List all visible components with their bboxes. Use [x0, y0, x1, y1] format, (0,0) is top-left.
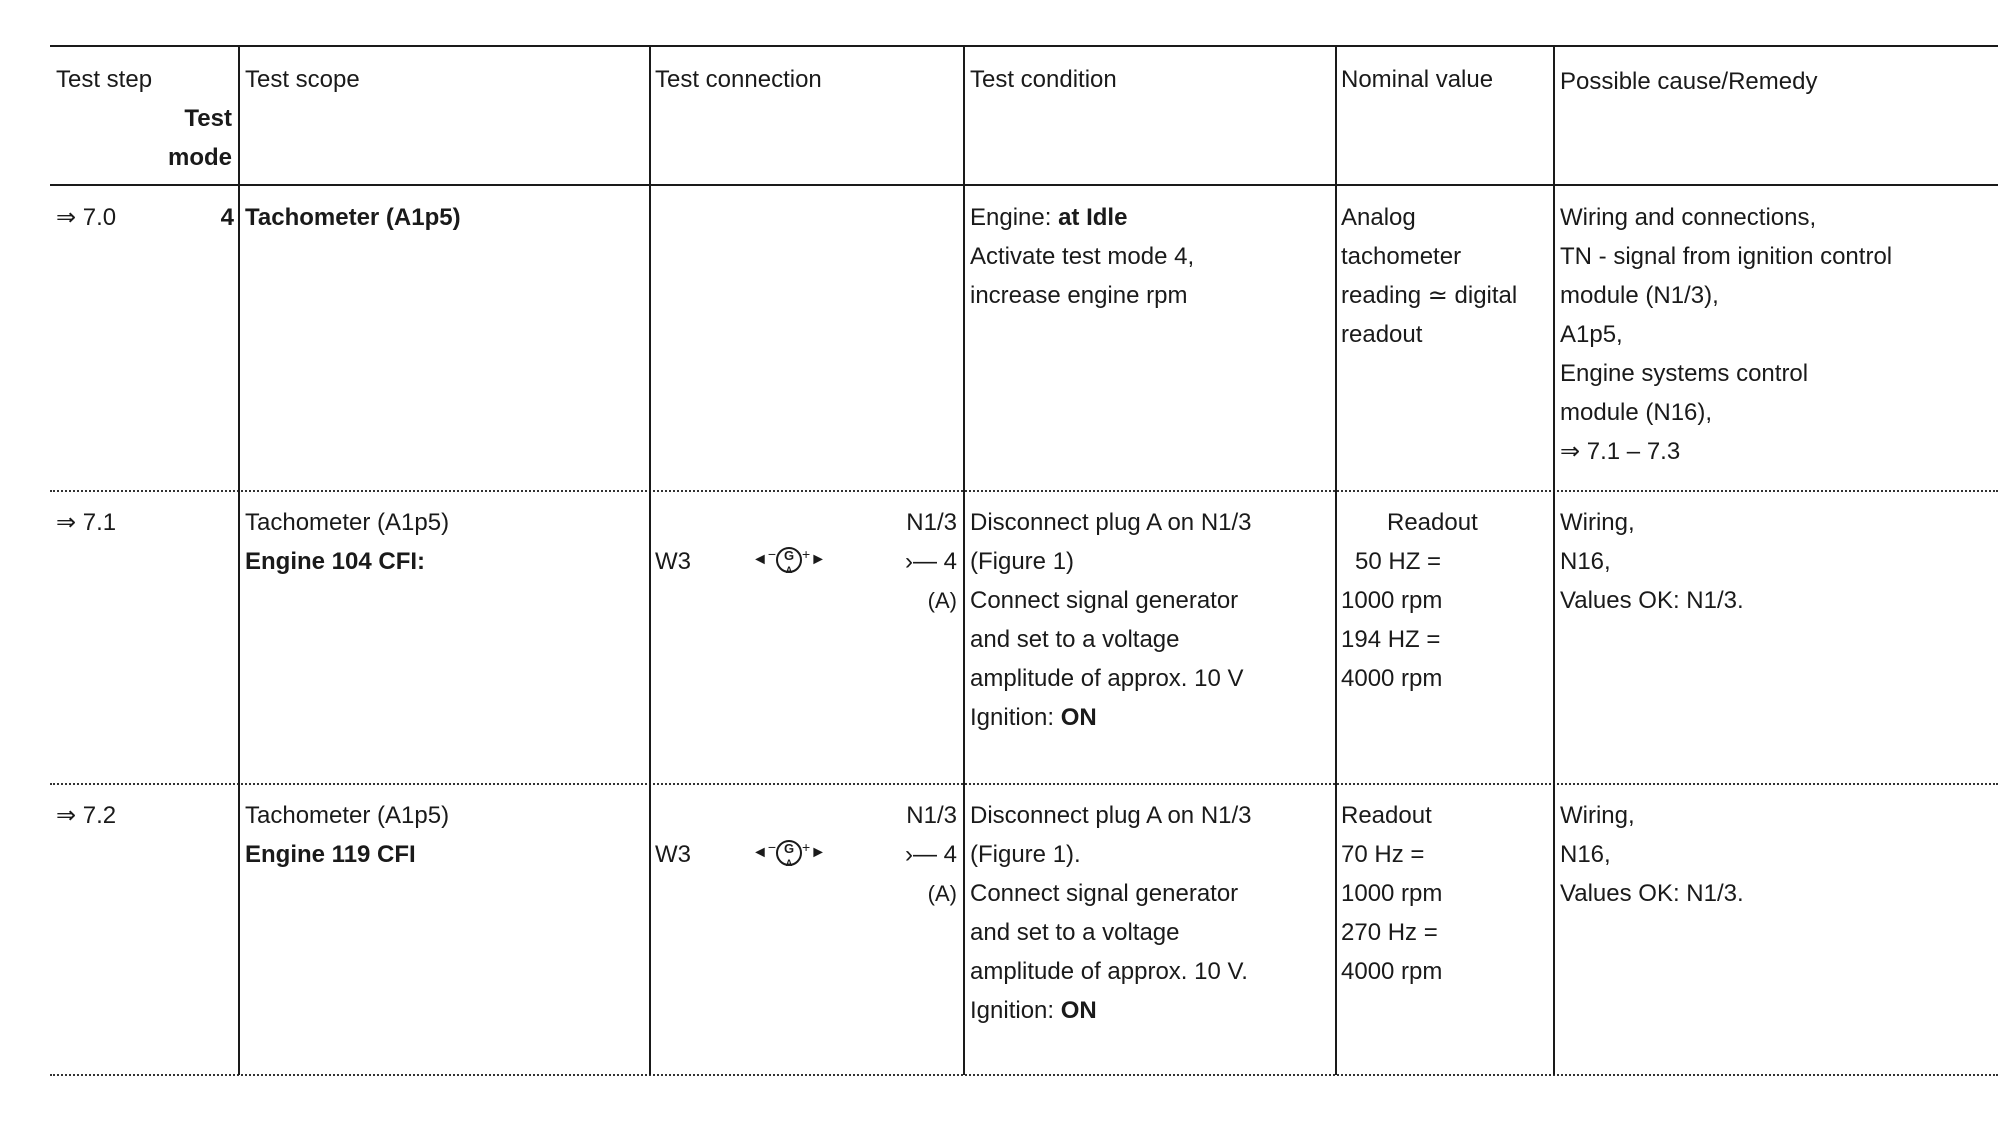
nominal-line-2: tachometer: [1341, 243, 1462, 270]
nominal-line-3: 1000 rpm: [1341, 587, 1443, 614]
nominal-line-4: 270 Hz =: [1341, 919, 1438, 946]
header-possible-cause-label: Possible cause/Remedy: [1560, 68, 1818, 95]
header-test-condition: [970, 60, 1117, 99]
generator-label-bottom: A: [785, 565, 793, 576]
test-mode-number: 4: [220, 204, 234, 231]
row-7-2-remedy: [1560, 796, 1744, 913]
test-scope-title: Tachometer (A1p5): [245, 509, 450, 536]
condition-line-5: amplitude of approx. 10 V: [970, 665, 1244, 692]
condition-line-3: Connect signal generator: [970, 880, 1239, 907]
condition-line-2: Activate test mode 4,: [970, 243, 1195, 270]
plug-icon: ›—: [904, 841, 944, 868]
condition-line-6: [970, 991, 1252, 1030]
col-divider-3: [963, 45, 965, 1075]
nominal-line-2: 70 Hz =: [1341, 841, 1425, 868]
condition-line-2: (Figure 1).: [970, 841, 1081, 868]
header-test-step-label: Test step: [56, 66, 153, 93]
header-test-step: [56, 60, 152, 99]
nominal-line-4: 194 HZ =: [1341, 626, 1441, 653]
header-test-connection: [655, 60, 822, 99]
ignition-label: Ignition:: [970, 997, 1061, 1024]
row-7-0-nominal: [1341, 198, 1517, 354]
condition-line-2: (Figure 1): [970, 548, 1075, 575]
remedy-line-3: Values OK: N1/3.: [1560, 587, 1744, 614]
header-bottom-rule: [50, 184, 1998, 186]
minus-sign: −: [767, 546, 777, 562]
test-connection-cable: W3: [655, 548, 691, 575]
row-7-0-condition: [970, 198, 1194, 315]
condition-line-1: Disconnect plug A on N1/3: [970, 509, 1252, 536]
row-7-2-conn-left: [655, 835, 691, 874]
row-7-1-conn-left: [655, 542, 691, 581]
col-divider-4: [1335, 45, 1337, 1075]
condition-line-1: [970, 198, 1194, 237]
test-connection-cable: W3: [655, 841, 691, 868]
remedy-line-1: Wiring,: [1560, 509, 1635, 536]
remedy-line-2: N16,: [1560, 841, 1611, 868]
row-7-2-step: [56, 796, 116, 835]
generator-label-bottom: A: [785, 858, 793, 869]
row-7-0-scope: [245, 198, 461, 237]
row-7-0-remedy: [1560, 198, 1892, 471]
connector-plug: (A): [927, 881, 957, 906]
step-number: ⇒ 7.2: [56, 802, 117, 829]
nominal-line-2: 50 HZ =: [1355, 548, 1442, 575]
nominal-line-3: 1000 rpm: [1341, 880, 1443, 907]
condition-line-4: and set to a voltage: [970, 919, 1180, 946]
header-test-mode-line2: mode: [167, 144, 232, 171]
nominal-line-1: Analog: [1341, 204, 1416, 231]
row-7-1-step: [56, 503, 116, 542]
condition-line-4: and set to a voltage: [970, 626, 1180, 653]
connector-pin-line: [820, 835, 957, 874]
minus-sign: −: [767, 839, 777, 855]
row-7-1-condition: [970, 503, 1252, 737]
row-7-1-conn-right: [820, 503, 957, 620]
nominal-line-5: 4000 rpm: [1341, 665, 1443, 692]
connector-plug: (A): [927, 588, 957, 613]
test-scope-title: Tachometer (A1p5): [245, 802, 450, 829]
condition-line-3: increase engine rpm: [970, 282, 1188, 309]
row-7-1-nominal: [1341, 503, 1478, 698]
row-7-2-conn-right: [820, 796, 957, 913]
condition-line-1: Disconnect plug A on N1/3: [970, 802, 1252, 829]
row-7-0-step: [56, 198, 116, 237]
row-7-2-nominal: [1341, 796, 1442, 991]
row-divider-1: [50, 490, 1998, 492]
generator-label-top: G: [783, 841, 795, 857]
test-scope-engine: Engine 119 CFI: [245, 841, 416, 868]
signal-generator-icon: ◄− G A+►: [752, 546, 827, 576]
remedy-line-7: ⇒ 7.1 – 7.3: [1560, 438, 1681, 465]
header-nominal-value-label: Nominal value: [1341, 66, 1494, 93]
condition-line-6: [970, 698, 1252, 737]
remedy-line-1: Wiring,: [1560, 802, 1635, 829]
plus-sign: +: [802, 839, 811, 855]
condition-line-3: Connect signal generator: [970, 587, 1239, 614]
header-test-condition-label: Test condition: [970, 66, 1117, 93]
ignition-label: Ignition:: [970, 704, 1061, 731]
remedy-line-3: Values OK: N1/3.: [1560, 880, 1744, 907]
header-test-scope: [245, 60, 360, 99]
row-divider-3: [50, 1074, 1998, 1076]
nominal-line-3: reading ≃ digital: [1341, 282, 1518, 309]
generator-label-top: G: [783, 548, 795, 564]
col-divider-2: [649, 45, 651, 1075]
signal-generator-icon: ◄− G A+►: [752, 839, 827, 869]
ignition-state: ON: [1060, 997, 1097, 1024]
remedy-line-1: Wiring and connections,: [1560, 204, 1817, 231]
nominal-line-1: Readout: [1387, 509, 1478, 536]
header-test-mode: [120, 99, 232, 177]
ignition-state: ON: [1060, 704, 1097, 731]
nominal-line-4: readout: [1341, 321, 1423, 348]
generator-symbol: [776, 840, 802, 869]
table-top-rule: [50, 45, 1998, 47]
remedy-line-2: TN - signal from ignition control: [1560, 243, 1893, 270]
condition-value-bold: at Idle: [1058, 204, 1128, 231]
plug-icon: ›—: [904, 548, 944, 575]
connector-pin: 4: [943, 548, 957, 575]
col-divider-5: [1553, 45, 1555, 1075]
connector-name: N1/3: [906, 802, 957, 829]
row-7-1-remedy: [1560, 503, 1744, 620]
step-number: ⇒ 7.1: [56, 509, 117, 536]
connector-name: N1/3: [906, 509, 957, 536]
remedy-line-2: N16,: [1560, 548, 1611, 575]
row-7-2-scope: [245, 796, 449, 874]
connector-pin-line: [820, 542, 957, 581]
row-7-1-scope: [245, 503, 449, 581]
header-possible-cause: [1560, 62, 1817, 101]
condition-label: Engine:: [970, 204, 1059, 231]
test-scope-engine: Engine 104 CFI:: [245, 548, 426, 575]
row-divider-2: [50, 783, 1998, 785]
remedy-line-5: Engine systems control: [1560, 360, 1809, 387]
row-7-0-mode: [160, 198, 234, 237]
remedy-line-3: module (N1/3),: [1560, 282, 1719, 309]
plus-sign: +: [802, 546, 811, 562]
header-test-scope-label: Test scope: [245, 66, 360, 93]
condition-line-5: amplitude of approx. 10 V.: [970, 958, 1248, 985]
header-test-connection-label: Test connection: [655, 66, 822, 93]
nominal-line-5: 4000 rpm: [1341, 958, 1443, 985]
remedy-line-4: A1p5,: [1560, 321, 1623, 348]
step-number: ⇒ 7.0: [56, 204, 117, 231]
connector-pin: 4: [943, 841, 957, 868]
header-nominal-value: [1341, 60, 1493, 99]
col-divider-1: [238, 45, 240, 1075]
test-scope-title: Tachometer (A1p5): [245, 204, 461, 231]
remedy-line-6: module (N16),: [1560, 399, 1713, 426]
generator-symbol: [776, 547, 802, 576]
header-test-mode-line1: Test: [184, 105, 232, 132]
nominal-line-1: Readout: [1341, 802, 1432, 829]
row-7-2-condition: [970, 796, 1252, 1030]
